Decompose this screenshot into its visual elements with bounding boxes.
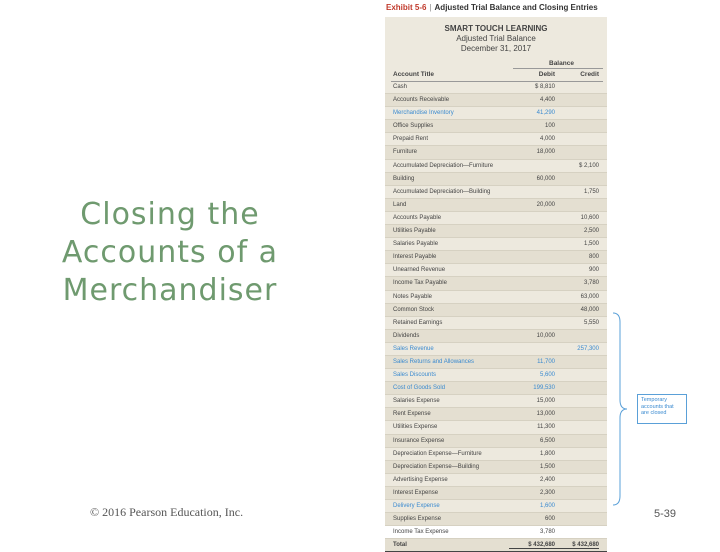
table-row [385, 330, 607, 343]
credit-cell: $ 432,680 [555, 542, 599, 549]
table-row [385, 120, 607, 133]
account-cell: Income Tax Payable [393, 280, 447, 287]
table-row [385, 461, 607, 474]
account-cell: Rent Expense [393, 411, 431, 418]
copyright-text: © 2016 Pearson Education, Inc. [90, 505, 244, 519]
table-row [385, 317, 607, 330]
account-cell: Furniture [393, 149, 418, 156]
table-row [385, 487, 607, 500]
column-header-account: Account Title [393, 71, 435, 78]
company-name: SMART TOUCH LEARNING [444, 24, 548, 33]
table-row [385, 369, 607, 382]
debit-cell: 2,400 [539, 476, 555, 483]
column-header-credit: Credit [580, 71, 599, 78]
table-row [385, 513, 607, 526]
table-row [385, 251, 607, 264]
credit-cell: 48,000 [580, 306, 599, 313]
table-row [385, 500, 607, 513]
table-row [385, 173, 607, 186]
account-cell: Accounts Receivable [393, 97, 450, 104]
table-row [385, 343, 607, 356]
table-row [385, 526, 607, 539]
table-row [385, 146, 607, 159]
report-name: Adjusted Trial Balance [456, 34, 536, 43]
table-row [385, 238, 607, 251]
trial-balance-panel [385, 17, 607, 549]
debit-cell: 3,780 [539, 529, 555, 536]
table-row [385, 107, 607, 120]
debit-cell: 2,300 [539, 489, 555, 496]
credit-cell: 257,300 [577, 345, 599, 352]
table-row [385, 94, 607, 107]
exhibit-header [386, 3, 598, 12]
table-row [385, 421, 607, 434]
account-cell: Office Supplies [393, 123, 434, 130]
account-cell: Accumulated Depreciation—Building [393, 188, 491, 195]
debit-cell: $ 8,810 [534, 84, 555, 90]
exhibit-separator: | [429, 3, 432, 12]
account-cell: Land [393, 201, 407, 208]
account-cell: Salaries Payable [393, 241, 439, 248]
credit-cell: 2,500 [583, 228, 599, 235]
debit-cell: 60,000 [536, 175, 555, 182]
debit-cell: 41,290 [536, 110, 555, 117]
account-cell: Cost of Goods Sold [393, 385, 446, 392]
debit-cell: 6,500 [539, 437, 555, 444]
balance-header: Balance [549, 60, 574, 67]
debit-cell: 1,500 [539, 463, 555, 470]
account-cell: Sales Revenue [393, 345, 434, 352]
account-cell: Depreciation Expense—Furniture [393, 450, 482, 457]
account-cell: Sales Returns and Allowances [393, 358, 475, 365]
account-cell: Income Tax Expense [393, 529, 449, 536]
table-row [385, 395, 607, 408]
account-cell: Advertising Expense [393, 476, 448, 483]
account-cell: Merchandise Inventory [393, 110, 454, 117]
table-row [385, 304, 607, 317]
account-cell: Accounts Payable [393, 214, 442, 221]
account-cell: Building [393, 175, 415, 182]
exhibit-label: Exhibit 5-6 [386, 3, 427, 12]
table-row [385, 225, 607, 238]
table-row [385, 277, 607, 290]
account-cell: Notes Payable [393, 293, 433, 300]
report-date: December 31, 2017 [460, 44, 532, 53]
table-row [385, 160, 607, 173]
account-cell: Accumulated Depreciation—Furniture [393, 162, 494, 169]
slide-title-line: Closing the [80, 197, 260, 232]
debit-cell: 600 [544, 516, 555, 523]
table-row [385, 291, 607, 304]
temporary-accounts-callout: Temporary accounts that are closed [637, 394, 687, 424]
debit-cell: 11,700 [537, 358, 555, 365]
debit-cell: 4,400 [539, 97, 555, 104]
trial-balance-rows [385, 81, 607, 552]
credit-cell: $ 2,100 [578, 162, 599, 169]
balance-rule [513, 68, 603, 69]
credit-cell: 5,550 [583, 319, 599, 326]
table-row [385, 382, 607, 395]
debit-cell: 18,000 [536, 149, 555, 156]
debit-cell: 13,000 [536, 411, 555, 418]
account-cell: Utilities Payable [393, 228, 436, 235]
table-row [385, 199, 607, 212]
account-cell: Total [393, 542, 407, 549]
debit-cell: 11,300 [537, 424, 555, 431]
table-row [385, 186, 607, 199]
total-row [385, 539, 607, 552]
account-cell: Unearned Revenue [393, 267, 446, 274]
report-heading [385, 24, 607, 54]
table-row [385, 474, 607, 487]
table-row [385, 133, 607, 146]
debit-cell: 4,000 [539, 136, 555, 143]
debit-cell: 1,800 [539, 450, 555, 457]
debit-cell: 199,530 [533, 385, 555, 392]
table-row [385, 81, 607, 94]
page-number: 5-39 [654, 508, 677, 520]
table-row [385, 264, 607, 277]
account-cell: Dividends [393, 332, 420, 339]
column-header-debit: Debit [538, 71, 555, 78]
table-row [385, 435, 607, 448]
table-row [385, 408, 607, 421]
account-cell: Cash [393, 84, 408, 90]
debit-cell: 5,600 [539, 372, 555, 379]
table-row [385, 448, 607, 461]
slide-title-line: Accounts of a [61, 235, 279, 270]
account-cell: Depreciation Expense—Building [393, 463, 480, 470]
credit-cell: 10,600 [580, 214, 599, 221]
debit-cell: 15,000 [536, 398, 555, 405]
debit-cell: $ 432,680 [509, 542, 555, 549]
account-cell: Utilities Expense [393, 424, 438, 431]
account-cell: Insurance Expense [393, 437, 445, 444]
account-cell: Supplies Expense [393, 516, 442, 523]
table-row [385, 212, 607, 225]
credit-cell: 800 [588, 254, 599, 261]
account-cell: Delivery Expense [393, 503, 440, 509]
credit-cell: 1,750 [583, 188, 599, 195]
account-cell: Interest Payable [393, 254, 437, 261]
slide-title [55, 196, 285, 310]
account-cell: Salaries Expense [393, 398, 440, 405]
debit-cell: 1,600 [539, 503, 555, 509]
table-row [385, 356, 607, 369]
debit-cell: 100 [544, 123, 555, 130]
account-cell: Prepaid Rent [393, 136, 429, 143]
credit-cell: 63,000 [580, 293, 599, 300]
debit-cell: 20,000 [536, 201, 555, 208]
account-cell: Sales Discounts [393, 372, 437, 379]
slide-title-line: Merchandiser [62, 273, 278, 308]
credit-cell: 900 [588, 267, 599, 274]
account-cell: Common Stock [393, 306, 435, 313]
credit-cell: 1,500 [583, 241, 599, 248]
credit-cell: 3,780 [583, 280, 599, 287]
exhibit-title: Adjusted Trial Balance and Closing Entries [434, 3, 598, 12]
account-cell: Retained Earnings [393, 319, 443, 326]
temporary-accounts-brace [612, 312, 628, 506]
account-cell: Interest Expense [393, 489, 439, 496]
debit-cell: 10,000 [536, 332, 555, 339]
